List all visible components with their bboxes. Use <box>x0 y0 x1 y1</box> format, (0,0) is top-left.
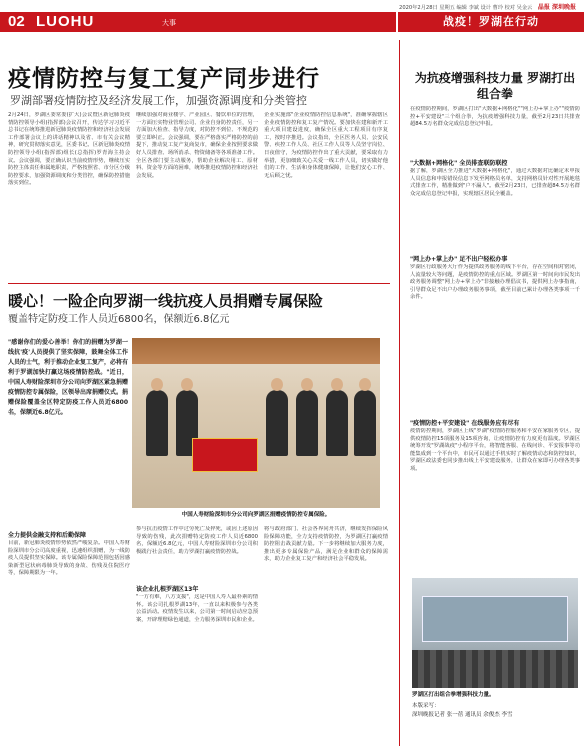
story2-section1-title: 全力提供金融支持和后勤保障 <box>8 532 87 539</box>
page-name: LUOHU <box>36 13 95 30</box>
story2-section3-text: "一方有难，八方支援"，这是中国人寿人最朴素的情怀。该公司扎根罗湖13年，一直以来积极参与各类公益活动。疫情发生以来，公司第一时间启动应急预案，开辟理赔绿色通道，全力服务深圳市民和企业。 <box>136 594 258 623</box>
backdrop-banner <box>132 338 380 364</box>
story2-lead: "感谢你们的爱心善举！你们的捐赠为罗湖一线抗'疫'人员提供了坚实保障，鼓舞全体工作人员的士气，利于推动企业复工复产，必将有利于罗湖加快打赢这场疫情防控战。"近日，中国人寿财险深圳市分公司向罗湖区紧急捐赠疫情防控专属保险，区领导出席捐赠仪式。捐赠保险覆盖全区特定防疫工作人员近6800名，保额近6.8亿元。 <box>8 339 129 416</box>
person-figure <box>296 390 318 456</box>
audience-image <box>412 650 578 688</box>
event-stage-image <box>422 596 568 642</box>
newspaper-logo: 晶报 深圳晚报 <box>537 4 576 11</box>
story2-subhead: 覆盖特定防疫工作人员近6800名，保额近6.8亿元 <box>8 314 230 325</box>
person-figure <box>266 390 288 456</box>
sidebar-section1-text: 据了解，罗湖区全力推进"大数据+网格化"，通过大数据对比确定未申报人员信息和申报错误信息下发至网格员名单，支持网格员针对性开展地毯式排查工作，精准做到"户不漏人"。截至2月23日，已排查超84.5万名群众完成信息登记申报，实现辖区居民全覆盖。 <box>410 168 580 197</box>
column-title: 战疫！罗湖在行动 <box>398 12 584 32</box>
story2-section4-text: 将与政府部门、社会各界同舟共济，继续发挥保险风险保障功能，全力支持疫情防控，为罗湖区打赢疫情防控阻击战贡献力量。下一步将继续加大服务力度，推出更多专属保险产品，满足企业和群众的保障需求，助力企业复工复产和经济社会平稳发展。 <box>264 526 388 563</box>
page-number: 02 <box>8 13 25 30</box>
story1-headline: 疫情防控与复工复产同步进行 <box>8 66 320 92</box>
byline-label: 本版采写： <box>412 703 440 709</box>
sidebar-section2-text: 罗湖区行政服务大厅作为提供政务服务的线下平台，存在空间相对密闭，人流量较大等问题，是疫情防控的重点区域。罗湖区第一时间向市民发出政务服务调整"网上办+掌上办"非接触办理倡议书，提供网上办事指南，引导群众足不出户办理政务服务事项，截至目前已累计办理各类事项一千余件。 <box>410 264 580 301</box>
donation-ceremony-photo <box>132 338 380 508</box>
byline <box>412 702 578 720</box>
story-divider <box>8 283 390 284</box>
story1-col2: 继续加强对商业楼宇、产业园区、餐饮单位的管理，一方面压实物业管理公司、企业自身防控责任，另一方面加大检查、指导力度，对防控不到位、不规范的要立即纠正。会议强调，要在严格落实严格防控的前提下，推动复工复产复商复市，确保企业按照要求做好人员排查、场所消杀、物资储备等各项准备工作。全区各部门要主动服务，帮助企业解决用工、原材料、资金等方面的困难，统筹推进疫情防控和经济社会发展。 <box>136 112 258 179</box>
sidebar-section3-title: "疫情防控+平安建设" 在线服务应有尽有 <box>410 420 520 427</box>
date-line-text: 2020年2月28日 星期五 编辑 李斌 设计 曹玲 校对 吴金云 <box>399 5 533 11</box>
sidebar-intro: 在疫情防控期间，罗湖区打出"大数据+网格化""网上办+掌上办""疫情防控+平安建设"三个组合拳，为抗疫增强科技力量，截至2月23日共排查超84.5万名群众完成信息登记申报。 <box>410 106 580 128</box>
sidebar-photo-caption: 罗湖区打出组合拳增强科技力量。 <box>412 692 495 698</box>
masthead-left-bar <box>0 12 396 32</box>
person-figure <box>354 390 376 456</box>
story2-section2-text: 参与抗击疫情工作中过劳死亡及猝死，或因上述原因导致的伤残，此次捐赠特定防疫工作人员近6800名，保额近6.8亿元，中国人寿财险深圳市分公司积极践行社会责任，助力罗湖打赢疫情防控战。 <box>136 526 258 555</box>
sidebar-section2-title: "网上办+掌上办" 足不出户轻松办事 <box>410 256 508 263</box>
sidebar-headline: 为抗疫增强科技力量 罗湖打出组合拳 <box>414 71 576 101</box>
story2-section1-text: 目前，新冠肺炎疫情形势依然严峻复杂。中国人寿财险深圳市分公司高度重视，迅速组织捐赠，为一线防疫人员提供坚实保障。该专属保险保障范围包括因感染新型冠状病毒肺炎导致的身故、伤残及住院医疗等，保障期限为一年。 <box>8 540 130 577</box>
section-label: 大事 <box>162 19 176 27</box>
byline-names: 深圳晚报记者 张一蓓 通讯员 余俊杰 李雪 <box>412 712 513 718</box>
masthead <box>0 12 584 32</box>
date-line <box>300 2 576 11</box>
person-figure <box>146 390 168 456</box>
story2-photo-caption: 中国人寿财险深圳市分公司向罗湖区捐赠疫情防控专属保险。 <box>181 512 331 518</box>
column-divider <box>399 40 400 746</box>
sidebar-section3-text: 疫情防控期间，罗湖区上线"罗湖"疫情防控服务和平安在家服务专区，提供疫情防控15项服务及15项咨询，让疫情防控有力度更有温度。罗湖区统筹开发"罗湖战疫"小程序平台，将智能客服、在线问诊、平安报事等功能集成到一个平台中，市民可以通过手机实时了解疫情动态和防控知识，罗湖区政法委也同步推出线上平安建设服务，让群众在家即可办理各类事项。 <box>410 428 580 472</box>
story2-section3-title: 该企业扎根罗湖区13年 <box>136 586 199 593</box>
sidebar-photo <box>412 578 578 688</box>
story1-col3: 企业实施部"企业疫情防控信息系统"，准确掌握辖区企业疫情防控和复工复产情况。要加快在建和新开工重大项目建设进度，确保全区重大工程项目有序复工，按时序推进。会议指出，全区医务人员、公安民警、疾控工作人员、社区工作人员等人员坚守岗位、日夜值守，为疫情防控作出了重大贡献，要采取有力举措，更加细致关心关爱一线工作人员，切实做好他们的工作、生活和身体健康保障，让他们安心工作、无后顾之忧。 <box>264 112 388 179</box>
donation-board <box>192 438 258 472</box>
person-figure <box>326 390 348 456</box>
story2-headline: 暖心！一险企向罗湖一线抗疫人员捐赠专属保险 <box>8 292 324 310</box>
story1-col1: 2月24日，罗湖区委常委(扩大)会议暨区新冠肺炎疫情防控领导小组(指挥部)会议召开，传达学习习近平总书记在统筹推进新冠肺炎疫情防控和经济社会发展工作部署会议上的讲话精神以及省、市有关会议精神，研究贯彻落实意见，区委书记、区新冠肺炎疫情防控领导小组(指挥部)组长(总指挥)罗青海主持会议。会议强调，要正确认识当前疫情形势，继续压实防控主体责任和属地职责，严格按照省、市分区分级防控要求，加强资源调度和分类管控，确保防控措施落实到位。 <box>8 112 130 187</box>
story1-subhead: 罗湖部署疫情防控及经济发展工作，加强资源调度和分类管控 <box>10 94 307 107</box>
sidebar-section1-title: "大数据+网格化" 全员排查联防联控 <box>410 160 508 167</box>
